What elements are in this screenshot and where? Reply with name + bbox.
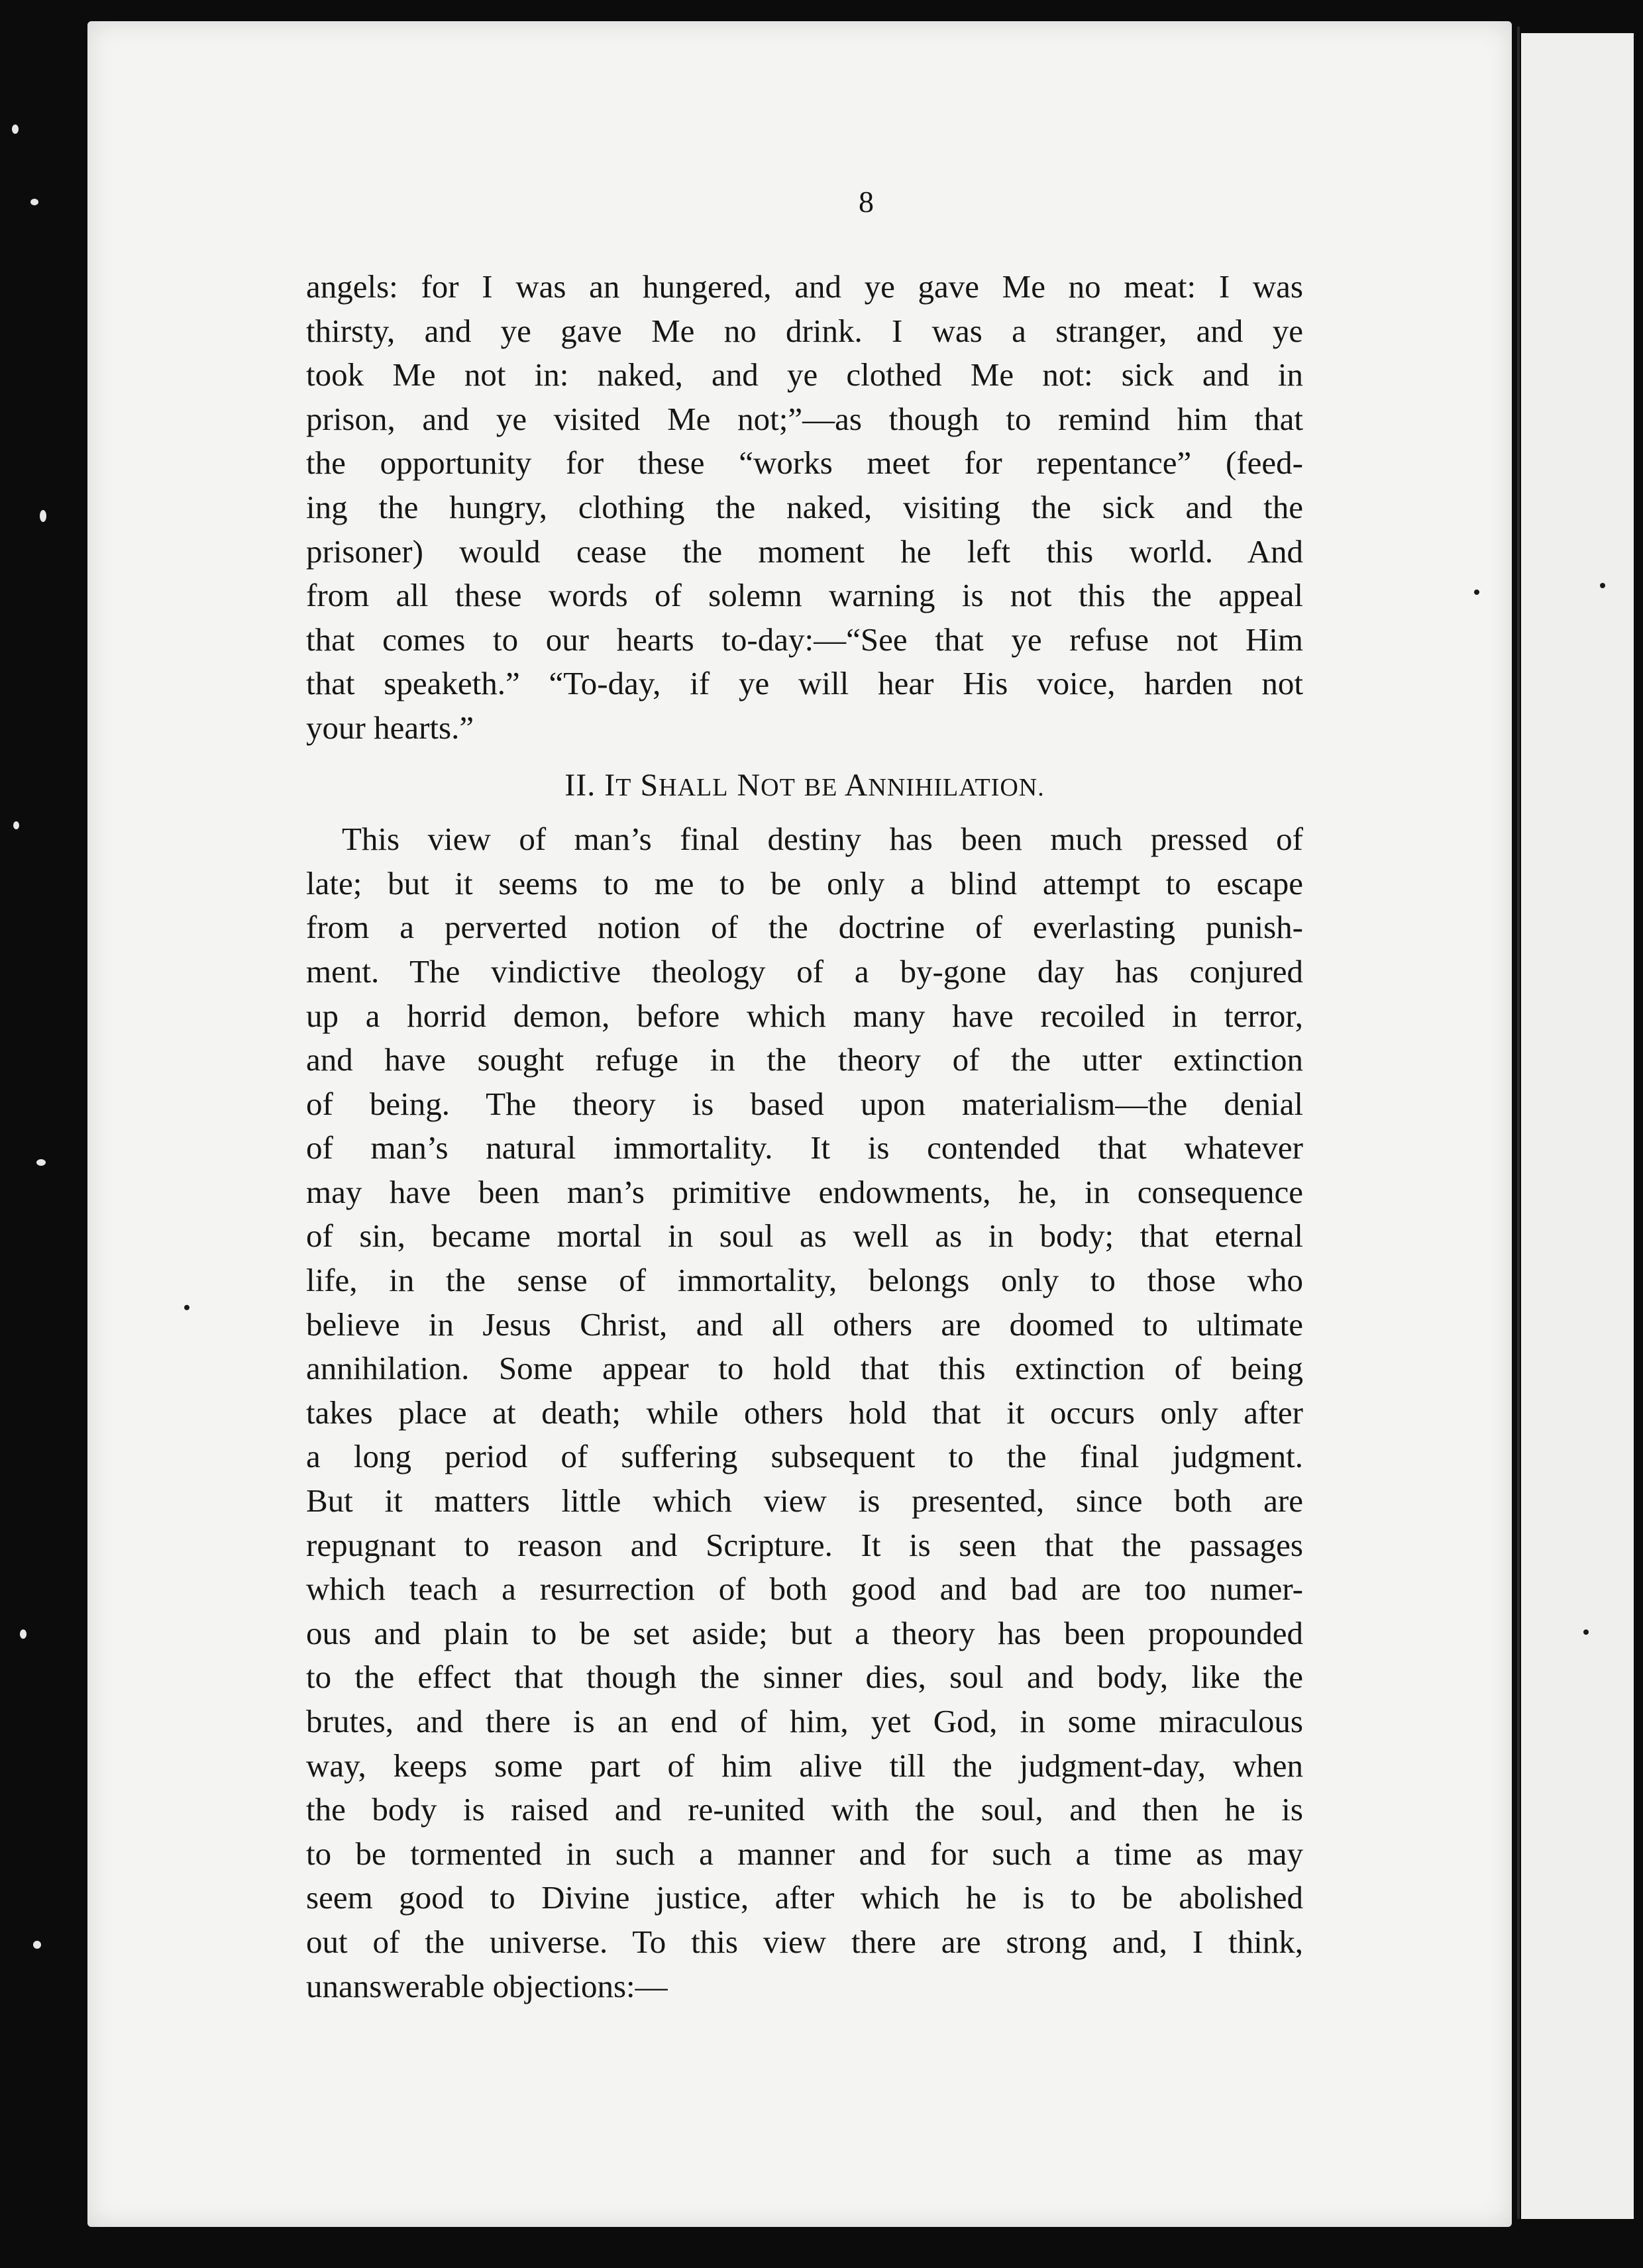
scan-speck (20, 1629, 26, 1639)
text-line: the opportunity for these “works meet for repentance” (feed- (306, 444, 1303, 482)
text-line: way, keeps some part of him alive till the judgment-day, when (306, 1747, 1303, 1784)
section-heading (306, 764, 1303, 810)
body-text (306, 265, 1303, 2008)
scan-speck (1600, 583, 1605, 588)
heading-smallcaps: NNIHILATION. (868, 773, 1045, 801)
text-line: takes place at death; while others hold that it occurs only after (306, 1394, 1303, 1431)
section-numeral: II. (564, 767, 596, 803)
text-line: ous and plain to be set aside; but a theory has been propounded (306, 1614, 1303, 1651)
heading-letter: I (604, 767, 616, 803)
text-line: of being. The theory is based upon materialism—the denial (306, 1085, 1303, 1122)
text-line: and have sought refuge in the theory of the utter extinction (306, 1041, 1303, 1078)
text-line: angels: for I was an hungered, and ye gave Me no meat: I was (306, 268, 1303, 305)
scan-speck (36, 1159, 46, 1166)
text-line: late; but it seems to me to be only a blind attempt to escape (306, 864, 1303, 902)
text-line: may have been man’s primitive endowments, he, in consequence (306, 1173, 1303, 1210)
text-line: that comes to our hearts to-day:—“See that ye refuse not Him (306, 621, 1303, 658)
text-line: of man’s natural immortality. It is contended that whatever (306, 1129, 1303, 1166)
scan-speck (40, 510, 46, 522)
continued-paragraph (306, 265, 1303, 750)
heading-smallcaps: OT (761, 773, 796, 801)
text-line: a long period of suffering subsequent to the final judgment. (306, 1438, 1303, 1475)
text-line: unanswerable objections:— (306, 1967, 668, 2004)
page-edge (1517, 26, 1520, 2219)
text-line: repugnant to reason and Scripture. It is seen that the passages (306, 1526, 1303, 1563)
text-line: to be tormented in such a manner and for such a time as may (306, 1835, 1303, 1872)
scan-speck (1583, 1629, 1589, 1635)
text-line: This view of man’s final destiny has been much pressed of (342, 821, 1303, 858)
text-line: thirsty, and ye gave Me no drink. I was a stranger, and ye (306, 312, 1303, 349)
heading-letter: N (737, 767, 761, 803)
text-line: that speaketh.” “To-day, if ye will hear His voice, harden not (306, 665, 1303, 702)
text-line: prisoner) would cease the moment he left this world. And (306, 533, 1303, 570)
text-line: took Me not in: naked, and ye clothed Me not: sick and in (306, 356, 1303, 393)
main-paragraph (306, 817, 1303, 2008)
scan-speck (33, 1941, 41, 1949)
heading-smallcaps: T (615, 773, 632, 801)
text-line: seem good to Divine justice, after which he is to be abolished (306, 1879, 1303, 1916)
text-line: the body is raised and re-united with the soul, and then he is (306, 1791, 1303, 1828)
heading-smallcaps: BE (804, 773, 838, 801)
page-number: 8 (859, 185, 874, 219)
text-line: your hearts.” (306, 709, 474, 746)
text-line: believe in Jesus Christ, and all others are doomed to ultimate (306, 1306, 1303, 1343)
scan-speck (12, 125, 19, 134)
scan-speck (184, 1305, 189, 1310)
scan-speck (13, 821, 19, 829)
text-line: prison, and ye visited Me not;”—as though to remind him that (306, 400, 1303, 437)
text-line: brutes, and there is an end of him, yet God, in some miraculous (306, 1703, 1303, 1739)
scan-speck (1474, 590, 1479, 595)
text-line: annihilation. Some appear to hold that this extinction of being (306, 1350, 1303, 1387)
text-line: to the effect that though the sinner dies, soul and body, like the (306, 1659, 1303, 1696)
text-line: But it matters little which view is presented, since both are (306, 1482, 1303, 1520)
text-line: out of the universe. To this view there are strong and, I think, (306, 1923, 1303, 1960)
heading-smallcaps: HALL (659, 773, 729, 801)
heading-letter: S (640, 767, 659, 803)
text-line: life, in the sense of immortality, belongs only to those who (306, 1262, 1303, 1299)
facing-page-strip (1521, 33, 1634, 2219)
text-line: from all these words of solemn warning is not this the appeal (306, 577, 1303, 614)
text-line: which teach a resurrection of both good and bad are too numer- (306, 1571, 1303, 1608)
text-line: ment. The vindictive theology of a by-gone day has conjured (306, 953, 1303, 990)
text-line: from a perverted notion of the doctrine of everlasting punish- (306, 909, 1303, 946)
text-line: up a horrid demon, before which many have recoiled in terror, (306, 997, 1303, 1034)
heading-letter: A (844, 767, 869, 803)
text-line: ing the hungry, clothing the naked, visiting the sick and the (306, 488, 1303, 525)
text-line: of sin, became mortal in soul as well as in body; that eternal (306, 1217, 1303, 1255)
